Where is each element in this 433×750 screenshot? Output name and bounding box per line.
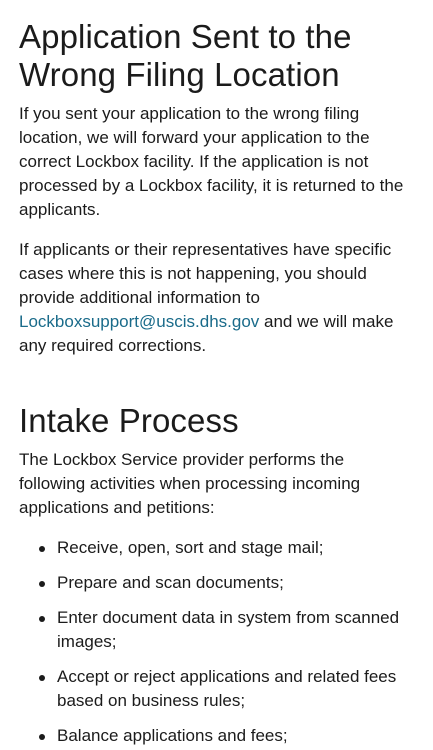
list-item [39,571,414,595]
bullet-icon [39,675,45,681]
list-item-text: Prepare and scan documents; [57,573,284,592]
bullet-icon [39,616,45,622]
list-item-text: Enter document data in system from scanned images; [57,608,400,651]
lockbox-support-email-link[interactable]: Lockboxsupport@uscis.dhs.gov [19,312,260,331]
list-item-text: Receive, open, sort and stage mail; [57,538,324,557]
bullet-icon [39,734,45,740]
list-item-text: Balance applications and fees; [57,726,288,745]
list-item-text: Accept or reject applications and related fees based on business rules; [57,667,397,710]
paragraph-forwarding: If you sent your application to the wrong filing location, we will forward your application to the correct Lockbox facility. If the application is not processed by a Lockbox facility, it is returned to the applicants. [19,104,404,219]
section-wrong-filing-location [19,18,414,358]
list-item [39,606,414,654]
bullet-icon [39,546,45,552]
section-spacer [19,374,414,402]
paragraph-intake-intro: The Lockbox Service provider performs the following activities when processing incoming applications and petitions: [19,450,361,517]
intake-activities-list [19,536,414,748]
section-title-wrong-filing-location: Application Sent to the Wrong Filing Location [19,18,352,93]
section-intake-process [19,402,414,748]
list-item [39,724,414,748]
paragraph-contact-text-after: and we will make any required corrections. [19,312,394,355]
list-item [39,665,414,713]
paragraph-contact [19,238,414,358]
paragraph-contact-text-before: If applicants or their representatives have specific cases where this is not happening, you should provide additional information to [19,240,392,307]
section-title-intake-process: Intake Process [19,402,239,439]
list-item [39,536,414,560]
bullet-icon [39,581,45,587]
